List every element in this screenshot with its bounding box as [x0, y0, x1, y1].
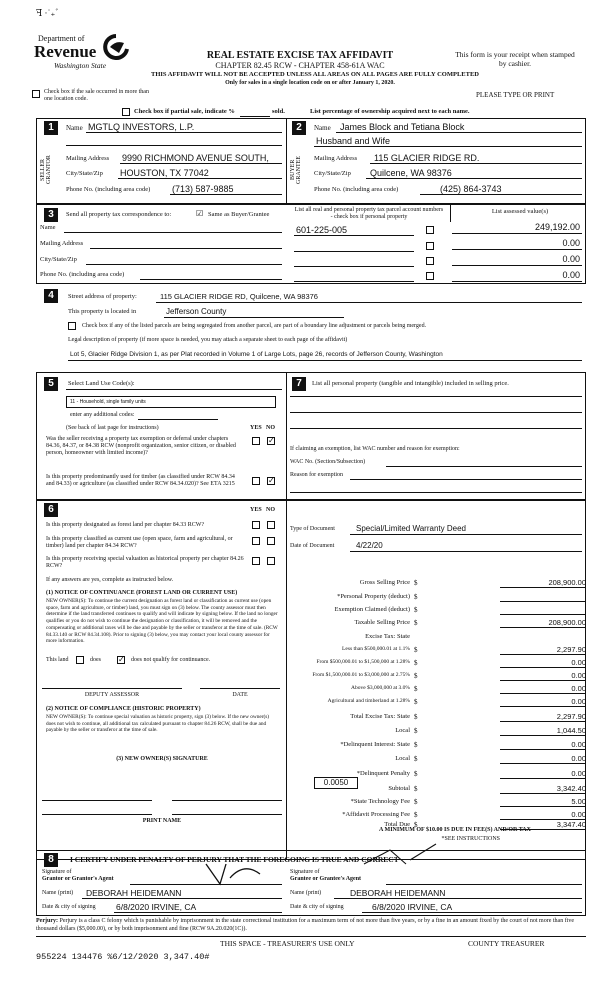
- line: [294, 281, 414, 282]
- street-label: Street address of property:: [68, 293, 137, 300]
- line: [350, 534, 582, 535]
- buyer-side-label: BUYER GRANTEE: [290, 156, 302, 184]
- s6-q3-no[interactable]: [267, 557, 275, 565]
- calc-dollar-0: $: [414, 579, 418, 587]
- section-5-number: 5: [44, 377, 58, 391]
- calc-dollar-9: $: [414, 698, 418, 706]
- line: [290, 412, 582, 413]
- s6-q2-yes[interactable]: [252, 537, 260, 545]
- calc-value-16[interactable]: 5.00: [500, 797, 586, 807]
- county-treasurer: COUNTY TREASURER: [468, 939, 545, 948]
- calc-label-1: *Personal Property (deduct): [337, 593, 410, 600]
- line: [66, 389, 282, 390]
- s5-no-header: NO: [266, 425, 275, 431]
- located-label: This property is located in: [68, 308, 137, 315]
- dept-of-label: Department of: [38, 34, 85, 43]
- calc-dollar-5: $: [414, 646, 418, 654]
- doc-type-label: Type of Document: [290, 526, 335, 532]
- line: [114, 912, 282, 913]
- grantee-print-name[interactable]: DEBORAH HEIDEMANN: [350, 888, 446, 898]
- line: [350, 479, 582, 480]
- line: [36, 936, 586, 937]
- line: [82, 898, 282, 899]
- calc-dollar-18: $: [414, 821, 418, 829]
- s6-q3-yes[interactable]: [252, 557, 260, 565]
- grantee-date-label: Date & city of signing: [290, 904, 344, 910]
- section-1-number: 1: [44, 121, 58, 135]
- personal-property-label: List all personal property (tangible and intangible) included in selling price.: [312, 380, 509, 387]
- this-land-label: This land: [46, 657, 69, 663]
- calc-dollar-14: $: [414, 770, 418, 778]
- partial-pct-line: [240, 116, 270, 117]
- calc-label-2: Exemption Claimed (deduct): [334, 606, 410, 613]
- minimum-due-note: A MINIMUM OF $10.00 IS DUE IN FEE(S) AND/OR TAX: [379, 827, 531, 833]
- stamp-marks: ꟻ ·˙₊ﾞ: [36, 8, 60, 18]
- section-4-number: 4: [44, 289, 58, 303]
- sold-label: sold.: [272, 108, 285, 115]
- line: [366, 178, 582, 179]
- calc-value-11[interactable]: 1,044.50: [500, 726, 586, 736]
- line: [290, 396, 582, 397]
- calc-value-12[interactable]: 0.00: [500, 740, 586, 750]
- line: [90, 248, 282, 249]
- calc-dollar-1: $: [414, 593, 418, 601]
- calc-dollar-12: $: [414, 741, 418, 749]
- line: [42, 800, 152, 801]
- please-type: PLEASE TYPE OR PRINT: [476, 91, 555, 99]
- line: [290, 428, 582, 429]
- tax-addr-label: Mailing Address: [40, 240, 84, 247]
- buyer-city[interactable]: Quilcene, WA 98376: [370, 168, 452, 178]
- same-as-buyer-checkbox[interactable]: ☑: [196, 209, 204, 218]
- line: [130, 884, 282, 885]
- calc-label-11: Local: [395, 727, 410, 734]
- form-title: REAL ESTATE EXCISE TAX AFFIDAVIT: [206, 50, 394, 61]
- line: [86, 132, 282, 133]
- line: [452, 281, 582, 282]
- reason-label: Reason for exemption: [290, 472, 343, 478]
- assessed-label: List assessed value(s): [491, 208, 549, 215]
- calc-dollar-11: $: [414, 727, 418, 735]
- legal-description[interactable]: Lot 5, Glacier Ridge Division 1, as per Plat recorded in Volume 1 of Large Lots, page 26, records of Jefferson County, Washington: [70, 351, 443, 358]
- line: [120, 163, 282, 164]
- notice-3-title: (3) NEW OWNER(S) SIGNATURE: [116, 756, 208, 762]
- doc-date-label: Date of Document: [290, 543, 335, 549]
- seller-city[interactable]: HOUSTON, TX 77042: [120, 168, 209, 178]
- line: [118, 178, 282, 179]
- tax-phone-label: Phone No. (including area code): [40, 271, 125, 278]
- calc-value-18[interactable]: 3,347.40: [500, 820, 586, 830]
- legal-label: Legal description of property (if more space is needed, you may attach a separate sheet to each page of the affidavit): [68, 337, 348, 343]
- check-mark-icon: ✓: [268, 436, 275, 445]
- calc-label-17: *Affidavit Processing Fee: [342, 811, 410, 818]
- more-location-checkbox[interactable]: [32, 90, 40, 98]
- s6-q2: Is this property classified as current use (open space, farm and agricultural, or timber) land per chapter 84.34 RCW?: [46, 536, 233, 549]
- calc-label-13: Local: [395, 755, 410, 762]
- parcel-personal-checkbox-4[interactable]: [426, 272, 434, 280]
- grantor-name-label: Name (print): [42, 890, 74, 896]
- does-qualify-checkbox[interactable]: [76, 656, 84, 664]
- seller-side-label: SELLER GRANTOR: [40, 155, 52, 185]
- calc-value-13[interactable]: 0.00: [500, 754, 586, 764]
- parcel-personal-checkbox-1[interactable]: [426, 226, 434, 234]
- partial-sale-checkbox[interactable]: [122, 108, 130, 116]
- s5-q1-yes[interactable]: [252, 437, 260, 445]
- line: [294, 235, 414, 236]
- s6-q1-no[interactable]: [267, 521, 275, 529]
- parcel-list-label: List all real and personal property tax parcel account numbers - check box if personal property: [294, 207, 444, 220]
- calc-label-4: Excise Tax: State: [365, 633, 410, 640]
- calc-dollar-2: $: [414, 606, 418, 614]
- line: [156, 302, 582, 303]
- buyer-name-2[interactable]: Husband and Wife: [316, 136, 391, 146]
- grantee-signature[interactable]: [360, 840, 440, 870]
- seller-city-label: City/State/Zip: [66, 170, 103, 177]
- notice-2-title: (2) NOTICE OF COMPLIANCE (HISTORIC PROPERTY): [46, 706, 201, 712]
- seller-name[interactable]: MGTLQ INVESTORS, L.P.: [88, 122, 195, 132]
- seller-addr-label: Mailing Address: [66, 155, 110, 162]
- line: [294, 251, 414, 252]
- line: [290, 492, 582, 493]
- calc-dollar-8: $: [414, 685, 418, 693]
- claim-exemption-label: If claiming an exemption, list WAC number and reason for exemption:: [290, 446, 460, 452]
- calc-value-3[interactable]: 208,900.00: [500, 618, 586, 628]
- parcel-personal-checkbox-3[interactable]: [426, 257, 434, 265]
- treasurer-receipt-line: 955224 134476 %6/12/2020 3,347.40#: [36, 952, 210, 962]
- grantor-signature[interactable]: [200, 858, 270, 890]
- partial-sale-label: Check box if partial sale, indicate %: [134, 108, 235, 115]
- doc-date[interactable]: 4/22/20: [356, 541, 383, 550]
- does-label: does: [90, 657, 101, 663]
- line: [86, 264, 282, 265]
- s5-q2-no[interactable]: [267, 477, 275, 485]
- calc-label-7: From $1,500,000.01 to $3,000,000 at 2.75%: [312, 672, 410, 678]
- calc-label-5: Less than $500,000.01 at 1.1%: [342, 646, 410, 652]
- line: [336, 132, 582, 133]
- divider-1-2: [286, 118, 287, 204]
- doc-type[interactable]: Special/Limited Warranty Deed: [356, 524, 466, 533]
- s6-q2-no[interactable]: [267, 537, 275, 545]
- buyer-phone[interactable]: (425) 864-3743: [440, 184, 502, 194]
- calc-label-14: *Delinquent Penalty: [356, 770, 410, 777]
- only-for: Only for sales in a single location code on or after January 1, 2020.: [225, 80, 395, 86]
- grantee-date-city[interactable]: 6/8/2020 IRVINE, CA: [372, 902, 453, 912]
- perjury-label: Perjury:: [36, 918, 58, 924]
- calc-label-3: Taxable Selling Price: [354, 619, 410, 626]
- treasurer-use: THIS SPACE - TREASURER'S USE ONLY: [220, 939, 355, 948]
- local-rate-box[interactable]: 0.0050: [314, 777, 358, 789]
- calc-label-18: Total Due: [384, 821, 410, 828]
- see-back-note: (See back of last page for instructions): [66, 425, 159, 431]
- grantor-sig-label-2: Grantor or Grantor's Agent: [42, 876, 114, 882]
- calc-label-6: From $500,000.01 to $1,500,000 at 1.28%: [316, 659, 410, 665]
- line: [362, 912, 582, 913]
- s6-q3: Is this property receiving special valuation as historical property per chapter 84.26 RCW?: [46, 556, 244, 569]
- notice-2-body: NEW OWNER(S): To continue special valuation as historic property, sign (3) below. If the new owner(s) does not wish to continue, all additional tax calculated pursuant to chapter 84.26 RCW, shall be due and payable by the seller or transferor at the time of sale.: [46, 714, 270, 734]
- seller-phone-label: Phone No. (including area code): [66, 186, 151, 193]
- buyer-city-label: City/State/Zip: [314, 170, 351, 177]
- seller-phone[interactable]: (713) 587-9885: [172, 184, 234, 194]
- s5-q1-no[interactable]: [267, 437, 275, 445]
- grantee-sig-label-2: Grantee or Grantee's Agent: [290, 876, 362, 882]
- notice-1-body: NEW OWNER(S): To continue the current designation as forest land or classification as current use (open space, farm and agriculture, or timber) land, you must sign on (3) below. The county assessor must then determine if the land transferred continues to qualify and will indicate by signing below. If the land no longer qualifies or you do not wish to continue the designation or classification, it will be removed and the compensating or additional taxes will be due and payable by the seller or transferor at the time of sale. (RCW 84.33.140 or RCW 84.34.108). Prior to signing (3) below, you may contact your local county assessor for more information.: [46, 598, 278, 645]
- send-tax-label: Send all property tax correspondence to:: [66, 211, 172, 218]
- assessor-date-label: DATE: [232, 692, 248, 698]
- does-not-label: does not qualify for continuance.: [131, 657, 211, 663]
- calc-value-6[interactable]: 0.00: [500, 658, 586, 668]
- calc-label-9: Agricultural and timberland at 1.28%: [327, 698, 410, 704]
- calc-value-15[interactable]: 3,342.40: [500, 784, 586, 794]
- grantor-sig-label: Signature of: [42, 869, 72, 875]
- calc-label-16: *State Technology Fee: [350, 798, 410, 805]
- s5-q2-yes[interactable]: [252, 477, 260, 485]
- line: [170, 194, 282, 195]
- calc-label-10: Total Excise Tax: State: [350, 713, 410, 720]
- calc-value-0[interactable]: 208,900.00: [500, 578, 586, 588]
- s5-yes-header: YES: [250, 425, 262, 431]
- buyer-name-label: Name: [314, 124, 331, 132]
- calc-label-12: *Delinquent Interest: State: [340, 741, 410, 748]
- line: [294, 266, 414, 267]
- line: [314, 146, 582, 147]
- state-label: Washington State: [54, 61, 107, 70]
- parcel-value-4[interactable]: 0.00: [562, 270, 580, 280]
- seller-address[interactable]: 9990 RICHMOND AVENUE SOUTH,: [122, 153, 269, 163]
- wac-label: WAC No. (Section/Subsection): [290, 459, 366, 465]
- s5-q2: Is this property predominantly used for timber (as classified under RCW 84.34 and 84.33) or agriculture (as classified under RCW 84.34.020)? See ETA 3215: [46, 474, 235, 487]
- check-mark-icon: ✓: [268, 476, 275, 485]
- line: [66, 145, 282, 146]
- does-not-qualify-checkbox[interactable]: [117, 656, 125, 664]
- line: [370, 163, 582, 164]
- parcel-value-2[interactable]: 0.00: [562, 238, 580, 248]
- line: [334, 898, 582, 899]
- line: [386, 466, 582, 467]
- parcel-value-3[interactable]: 0.00: [562, 254, 580, 264]
- calc-dollar-10: $: [414, 713, 418, 721]
- calc-dollar-6: $: [414, 659, 418, 667]
- see-instructions: *SEE INSTRUCTIONS: [441, 836, 500, 842]
- line: [42, 814, 152, 815]
- line: [68, 360, 582, 361]
- s6-yes-header: YES: [250, 507, 262, 513]
- buyer-address[interactable]: 115 GLACIER RIDGE RD.: [374, 153, 480, 163]
- calc-dollar-3: $: [414, 619, 418, 627]
- grantee-name-label: Name (print): [290, 890, 322, 896]
- print-name-label: PRINT NAME: [142, 818, 182, 824]
- parcel-value-1[interactable]: 249,192.00: [534, 222, 580, 232]
- land-use-select[interactable]: [66, 396, 276, 408]
- calc-value-5[interactable]: 2,297.90: [500, 645, 586, 655]
- perjury-text: Perjury is a class C felony which is punishable by imprisonment in the state correctional institution for a maximum term of not more than five years, or by a fine in an amount fixed by the court of not more than five thousand dollars ($5,000.00), or by both imprisonment and fine (RCW 9A.20.020(1C)).: [36, 918, 575, 932]
- calc-value-17[interactable]: 0.00: [500, 810, 586, 820]
- line: [452, 233, 582, 234]
- s6-q1-yes[interactable]: [252, 521, 260, 529]
- logo-revenue: Revenue: [34, 42, 97, 61]
- grantor-print-name[interactable]: DEBORAH HEIDEMANN: [86, 888, 182, 898]
- s6-q1: Is this property designated as forest land per chapter 84.33 RCW?: [46, 522, 205, 528]
- calc-dollar-7: $: [414, 672, 418, 680]
- property-county[interactable]: Jefferson County: [166, 307, 227, 316]
- section-2-number: 2: [292, 121, 306, 135]
- calc-label-0: Gross Selling Price: [359, 579, 410, 586]
- calc-value-1[interactable]: [500, 592, 586, 602]
- if-any-yes: If any answers are yes, complete as instructed below.: [46, 577, 174, 583]
- receipt-note: This form is your receipt when stamped by cashier.: [455, 50, 575, 68]
- line: [138, 419, 218, 420]
- calc-label-8: Above $3,000,000 at 3.0%: [351, 685, 410, 691]
- buyer-phone-label: Phone No. (including area code): [314, 186, 399, 193]
- section-6-number: 6: [44, 503, 58, 517]
- grantor-date-label: Date & city of signing: [42, 904, 96, 910]
- s6-no-header: NO: [266, 507, 275, 513]
- line: [420, 194, 582, 195]
- line: [386, 884, 582, 885]
- tax-city-label: City/State/Zip: [40, 256, 77, 263]
- more-location-label: Check box if the sale occurred in more than one location code.: [44, 89, 149, 102]
- form-notice: THIS AFFIDAVIT WILL NOT BE ACCEPTED UNLESS ALL AREAS ON ALL PAGES ARE FULLY COMPLETED: [151, 71, 479, 78]
- line: [452, 249, 582, 250]
- land-use-label: Select Land Use Code(s):: [68, 380, 135, 387]
- calc-value-8[interactable]: 0.00: [500, 684, 586, 694]
- divider: [286, 500, 287, 860]
- perjury-notice: [36, 918, 586, 933]
- calc-value-2[interactable]: [500, 605, 586, 615]
- seller-name-label: Name: [66, 124, 83, 132]
- check-mark-icon: ✓: [118, 655, 125, 664]
- section-8-number: 8: [44, 853, 58, 867]
- calc-label-15: Subtotal: [388, 785, 410, 792]
- certify-statement: I CERTIFY UNDER PENALTY OF PERJURY THAT THE FOREGOING IS TRUE AND CORRECT: [70, 855, 399, 864]
- same-as-buyer-label: Same as Buyer/Grantee: [208, 211, 270, 218]
- form-subtitle: CHAPTER 82.45 RCW - CHAPTER 458-61A WAC: [215, 61, 385, 70]
- calc-value-10[interactable]: 2,297.90: [500, 712, 586, 722]
- calc-dollar-17: $: [414, 811, 418, 819]
- parcel-personal-checkbox-2[interactable]: [426, 242, 434, 250]
- property-street[interactable]: 115 GLACIER RIDGE RD, Quilcene, WA 98376: [160, 292, 318, 301]
- line: [452, 265, 582, 266]
- line: [164, 317, 344, 318]
- line: [42, 688, 182, 689]
- line: [64, 232, 282, 233]
- grantor-date-city[interactable]: 6/8/2020 IRVINE, CA: [116, 902, 197, 912]
- additional-codes-label: enter any additional codes:: [70, 412, 135, 418]
- deputy-assessor-label: DEPUTY ASSESSOR: [84, 692, 140, 698]
- section-7-number: 7: [292, 377, 306, 391]
- tax-name-label: Name: [40, 224, 56, 231]
- calc-dollar-16: $: [414, 798, 418, 806]
- parcel-account-1[interactable]: 601-225-005: [296, 225, 348, 235]
- section-3-number: 3: [44, 208, 58, 222]
- segregated-label: Check box if any of the listed parcels are being segregated from another parcel, are part of a boundary line adjustment or parcels being merged.: [82, 323, 427, 329]
- s5-q1: Was the seller receiving a property tax exemption or deferral under chapters 84.36, 84.37, or 84.38 RCW (nonprofit organization, senior citizen, or disabled person, homeowner with limited income)?: [46, 436, 236, 456]
- divider: [286, 372, 287, 500]
- buyer-addr-label: Mailing Address: [314, 155, 358, 162]
- calc-value-7[interactable]: 0.00: [500, 671, 586, 681]
- calc-value-9[interactable]: 0.00: [500, 697, 586, 707]
- line: [350, 551, 582, 552]
- land-use-value: 11 - Household, single family units: [70, 399, 146, 405]
- line: [140, 279, 282, 280]
- notice-1-title: (1) NOTICE OF CONTINUANCE (FOREST LAND OR CURRENT USE): [46, 590, 238, 596]
- dor-logo-icon: [102, 34, 130, 60]
- calc-dollar-13: $: [414, 755, 418, 763]
- buyer-name[interactable]: James Block and Tetiana Block: [340, 122, 465, 132]
- calc-dollar-15: $: [414, 785, 418, 793]
- grantee-sig-label: Signature of: [290, 869, 320, 875]
- divider: [450, 204, 451, 222]
- calc-value-14[interactable]: 0.00: [500, 769, 586, 779]
- segregated-checkbox[interactable]: [68, 322, 76, 330]
- list-pct-label: List percentage of ownership acquired next to each name.: [310, 108, 470, 115]
